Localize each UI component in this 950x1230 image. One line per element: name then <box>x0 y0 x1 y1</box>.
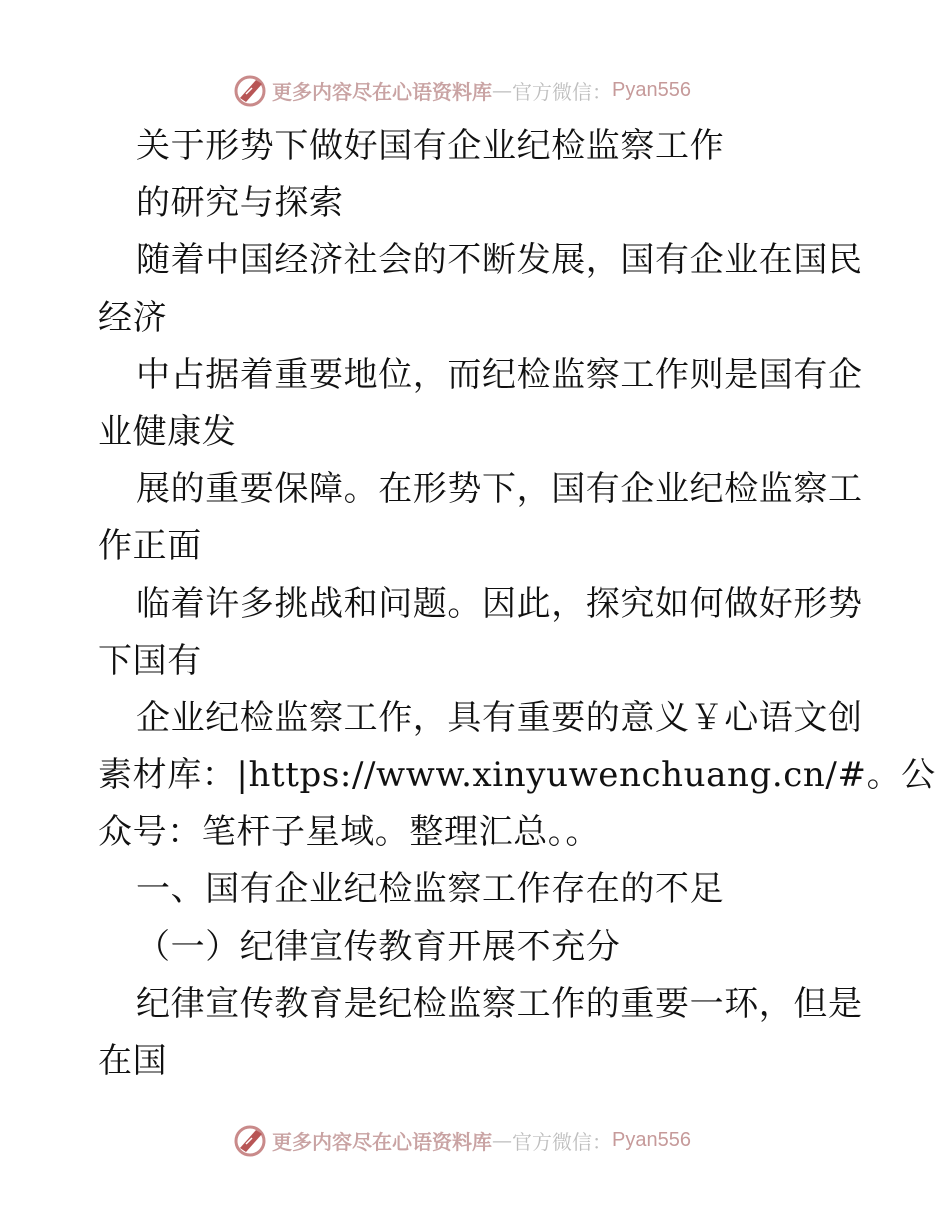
doc-line: 随着中国经济社会的不断发展，国有企业在国民 <box>136 240 863 281</box>
document-body <box>98 118 936 1090</box>
watermark-dash: — <box>492 1128 512 1152</box>
doc-line: 中占据着重要地位，而纪检监察工作则是国有企 <box>136 354 863 395</box>
watermark-wechat-label: 官方微信： <box>512 1129 612 1154</box>
doc-line: 纪律宣传教育是纪检监察工作的重要一环，但是 <box>136 983 863 1024</box>
doc-line: 素材库：|https://www.xinyuwenchuang.cn/#。公 <box>98 755 936 796</box>
pen-nib-circle-icon <box>232 72 268 108</box>
doc-line: （一）纪律宣传教育开展不充分 <box>136 926 621 967</box>
watermark-main-text: 更多内容尽在心语资料库 <box>272 79 492 104</box>
watermark-wechat-label: 官方微信： <box>512 79 612 104</box>
doc-line: 关于形势下做好国有企业纪检监察工作 <box>136 126 725 166</box>
doc-line: 展的重要保障。在形势下，国有企业纪检监察工 <box>136 469 863 510</box>
watermark-banner-bottom <box>232 1120 691 1160</box>
doc-line: 在国 <box>98 1041 168 1081</box>
doc-line: 下国有 <box>98 640 202 681</box>
doc-line: 业健康发 <box>98 411 237 452</box>
doc-line: 临着许多挑战和问题。因此，探究如何做好形势 <box>136 583 863 624</box>
doc-line: 企业纪检监察工作，具有重要的意义￥心语文创 <box>136 697 863 738</box>
watermark-wechat-id: Pyan556 <box>612 1128 691 1151</box>
doc-line: 一、国有企业纪检监察工作存在的不足 <box>136 869 725 910</box>
watermark-dash: — <box>492 78 512 102</box>
pen-nib-circle-icon <box>232 1122 268 1158</box>
doc-line: 经济 <box>98 297 168 338</box>
doc-line: 作正面 <box>98 526 202 567</box>
doc-line: 的研究与探索 <box>136 183 344 224</box>
watermark-wechat-id: Pyan556 <box>612 78 691 101</box>
watermark-banner-top <box>232 70 691 110</box>
watermark-main-text: 更多内容尽在心语资料库 <box>272 1129 492 1154</box>
doc-line: 众号：笔杆子星域。整理汇总。。 <box>98 812 600 853</box>
